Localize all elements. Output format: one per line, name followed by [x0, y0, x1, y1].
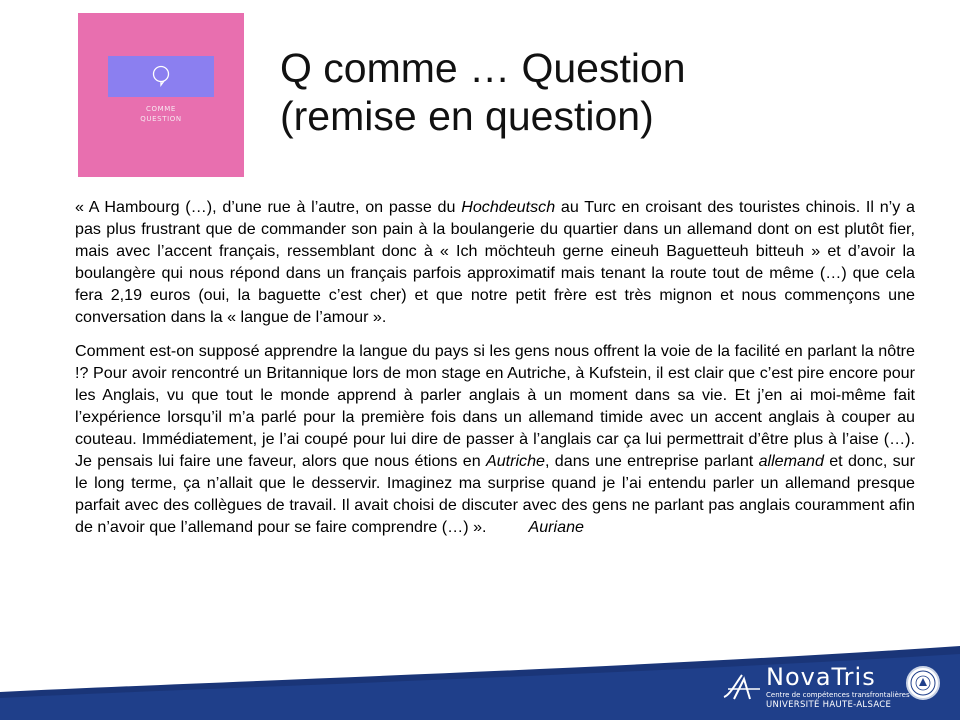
- p2-text-1: Comment est-on supposé apprendre la langue du pays si les gens nous offrent la voie de la facilité en parlant la nôtre !? Pour avoir rencontré un Britannique lors de mon stage en Autriche, à Kufstein, il est clair que c’est pire encore pour les Anglais, vu que tout le monde apprend à parler anglais à un moment dans sa vie. Et j’en ai moi-même fait l’expérience lorsqu’il m’a parlé pour la première fois dans un allemand timide avec un accent anglais à couper au couteau. Immédiatement, je l’ai coupé pour lui dire de passer à l’anglais car ça lui permettrait d’être plus à l’aise (…). Je pensais lui faire une faveur, alors que nous étions en: [75, 342, 915, 470]
- quote-paragraph-1: [75, 196, 915, 328]
- thumbnail-caption-line1: COMME: [146, 105, 176, 113]
- slide-title-line2: (remise en question): [280, 93, 654, 139]
- slide-title-line1: Q comme … Question: [280, 45, 686, 91]
- logo-name: NovaTris: [766, 663, 876, 691]
- university-seal-icon: [906, 666, 940, 700]
- seal-emblem-icon: [908, 668, 938, 698]
- quote-paragraph-2: [75, 340, 915, 538]
- p2-emphasis-autriche: Autriche: [485, 452, 546, 470]
- speech-bubble-icon: [151, 65, 171, 87]
- thumbnail-caption-line2: QUESTION: [140, 115, 182, 123]
- slide-body: [75, 196, 915, 538]
- thumbnail-caption: [78, 104, 244, 124]
- p1-text-2: au Turc en croisant des touristes chinois. Il n’y a pas plus frustrant que de commander son pain à la boulangerie du quartier dans un allemand dont on est plutôt fier, mais avec l’accent français, ressemblant donc à « Ich möchteuh gerne eineuh Baguetteuh bitteuh » et d’avoir la boulangère qui nous répond dans un français parfois approximatif mais tenant la route tout de même (…) que cela fera 2,19 euros (oui, la baguette c’est cher) et que notre petit frère est très mignon et nous commençons une conversation dans la « langue de l’amour ».: [75, 198, 915, 326]
- p2-text-2: , dans une entreprise parlant: [545, 452, 759, 470]
- thumbnail-band: [108, 56, 214, 97]
- logo-university: UNIVERSITÉ HAUTE-ALSACE: [766, 700, 892, 710]
- logo-subtitle: Centre de compétences transfrontalières: [766, 691, 910, 699]
- p1-text-1: « A Hambourg (…), d’une rue à l’autre, on passe du: [75, 198, 462, 216]
- novatris-logo: [720, 663, 910, 713]
- quote-author: Auriane: [528, 518, 584, 536]
- p2-emphasis-allemand: allemand: [758, 452, 824, 470]
- slide-title: [280, 44, 920, 140]
- p2-text-3: et donc, sur le long terme, ça n’allait que le desservir. Imaginez ma surprise quand je l’ai entendu parler un allemand presque parfait avec des collègues de travail. Il avait choisi de discuter avec des gens ne parlant pas anglais couramment afin de n’avoir que l’allemand pour se faire comprendre (…) ».: [75, 452, 915, 536]
- question-thumbnail: [78, 13, 244, 177]
- novatris-mark-icon: [720, 669, 762, 705]
- p1-emphasis-hochdeutsch: Hochdeutsch: [461, 198, 556, 216]
